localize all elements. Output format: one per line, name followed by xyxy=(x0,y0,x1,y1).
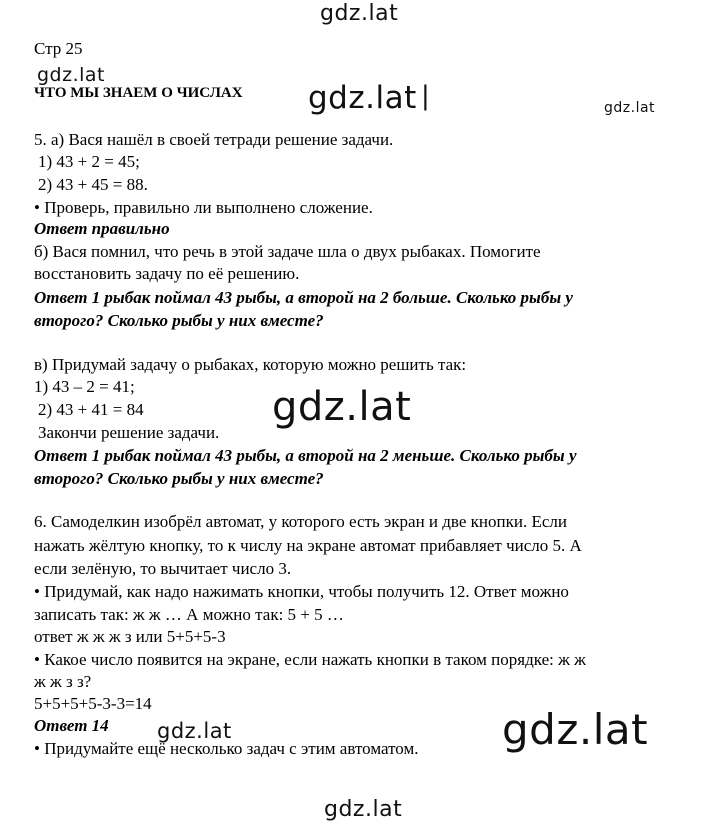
watermark-under-page: gdz.lat xyxy=(37,64,106,86)
task5-c-answer-line2: второго? Сколько рыбы у них вместе? xyxy=(34,469,324,488)
task5-c-finish: Закончи решение задачи. xyxy=(38,423,220,442)
watermark-answer-small: gdz.lat xyxy=(157,719,232,743)
task5-b-answer-line2: второго? Сколько рыбы у них вместе? xyxy=(34,311,324,330)
task6-q1-line2: записать так: ж ж … А можно так: 5 + 5 … xyxy=(34,605,344,624)
task6-line1: 6. Самоделкин изобрёл автомат, у которого есть экран и две кнопки. Если xyxy=(34,512,567,531)
watermark-bottom: gdz.lat xyxy=(324,797,403,822)
watermark-center-big: gdz.lat xyxy=(272,384,412,430)
task6-line2: нажать жёлтую кнопку, то к числу на экране автомат прибавляет число 5. А xyxy=(34,536,582,555)
task5-b-answer-line1: Ответ 1 рыбак поймал 43 рыбы, а второй на 2 больше. Сколько рыбы у xyxy=(34,288,573,307)
task5-a-check: • Проверь, правильно ли выполнено сложение. xyxy=(34,198,373,217)
task6-q2-answer: Ответ 14 xyxy=(34,716,109,735)
task5-c-answer-line1: Ответ 1 рыбак поймал 43 рыбы, а второй на 2 меньше. Сколько рыбы у xyxy=(34,446,577,465)
task6-q2-line1: • Какое число появится на экране, если нажать кнопки в таком порядке: ж ж xyxy=(34,650,586,669)
task5-b-line2: восстановить задачу по её решению. xyxy=(34,264,300,283)
task5-a-intro: 5. а) Вася нашёл в своей тетради решение задачи. xyxy=(34,130,394,149)
task5-b-line1: б) Вася помнил, что речь в этой задаче шла о двух рыбаках. Помогите xyxy=(34,242,541,261)
watermark-heading-big: gdz.lat xyxy=(308,80,417,116)
task5-a-line2: 2) 43 + 45 = 88. xyxy=(38,175,148,194)
task6-q1-line1: • Придумай, как надо нажимать кнопки, чтобы получить 12. Ответ можно xyxy=(34,582,569,601)
task5-c-line2: 2) 43 + 41 = 84 xyxy=(38,400,144,419)
page-title: ЧТО МЫ ЗНАЕМ О ЧИСЛАХ xyxy=(34,85,243,101)
task6-q2-calc: 5+5+5+5-3-3=14 xyxy=(34,694,152,713)
watermark-top: gdz.lat xyxy=(320,1,399,26)
task5-c-intro: в) Придумай задачу о рыбаках, которую можно решить так: xyxy=(34,355,467,374)
task6-q1-answer: ответ ж ж ж з или 5+5+5-3 xyxy=(34,627,226,646)
task5-c-line1: 1) 43 – 2 = 41; xyxy=(34,377,135,396)
task6-q2-line2: ж ж з з? xyxy=(34,672,92,691)
task6-q3: • Придумайте ещё несколько задач с этим автоматом. xyxy=(34,739,419,758)
page-number: Стр 25 xyxy=(34,39,83,58)
watermark-right-small: gdz.lat xyxy=(604,100,656,116)
task5-a-answer: Ответ правильно xyxy=(34,219,170,238)
watermark-heading-bar: | xyxy=(421,81,431,111)
watermark-bottom-right-big: gdz.lat xyxy=(502,705,649,754)
task6-line3: если зелёную, то вычитает число 3. xyxy=(34,559,292,578)
task5-a-line1: 1) 43 + 2 = 45; xyxy=(38,152,140,171)
